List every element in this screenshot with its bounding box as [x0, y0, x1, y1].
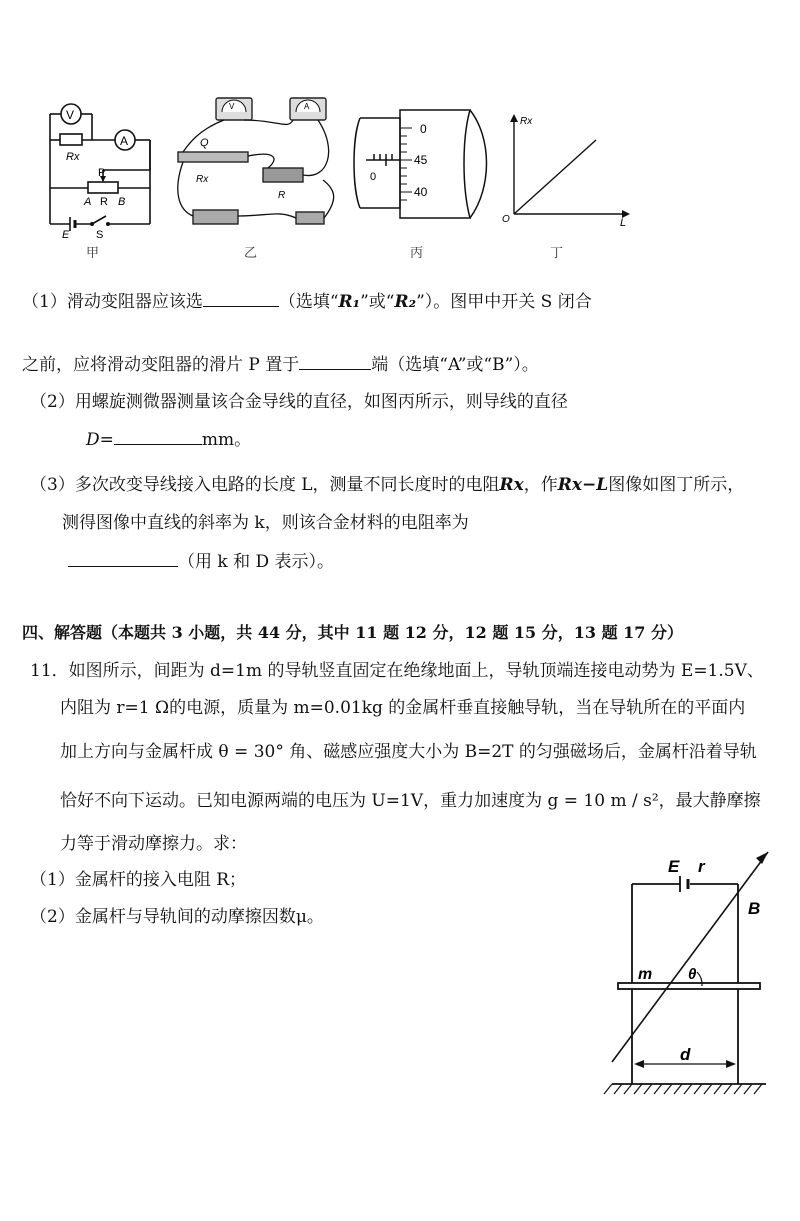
answer-blank-q2[interactable] — [114, 428, 202, 445]
q11-line3: 加上方向与金属杆成 θ = 30° 角、磁感应强度大小为 B=2T 的匀强磁场后，金属杆沿着导轨 — [60, 742, 757, 762]
resistor-rx-symbol — [60, 134, 82, 145]
answer-blank-q1a[interactable] — [203, 290, 279, 307]
option-r1: R₁ — [338, 292, 361, 312]
label-r-device: R — [278, 190, 286, 201]
label-rx: Rx — [66, 151, 80, 163]
figure-jia-circuit — [40, 98, 160, 243]
q3-hint: （用 k 和 D 表示）。 — [178, 552, 335, 572]
q2-unit: mm。 — [201, 430, 252, 450]
q1-line2 — [22, 353, 539, 376]
sleeve-label-0: 0 — [370, 171, 377, 183]
q1-hint-open: （选填“ — [278, 292, 339, 312]
option-r2: R₂ — [394, 292, 417, 312]
q3-rxl-symbol: Rx−L — [557, 475, 609, 495]
figure-ding-graph — [498, 112, 638, 227]
label-r-internal: r — [698, 857, 705, 876]
wire-board-rx — [178, 152, 248, 162]
switch-device — [296, 212, 324, 224]
origin-label: O — [502, 214, 510, 225]
data-line — [514, 140, 596, 214]
q2-line2 — [86, 428, 251, 451]
section-heading: 四、解答题（本题共 3 小题，共 44 分，其中 11 题 12 分，12 题 15 分，13 题 17 分） — [22, 623, 683, 642]
switch-symbol — [92, 216, 106, 224]
q11-line5: 力等于滑动摩擦力。求： — [60, 834, 247, 854]
q3-text-mid: ，作 — [523, 475, 558, 495]
caption-bing: 丙 — [410, 246, 424, 261]
q11-line1: 11．如图所示，间距为 d=1m 的导轨竖直固定在绝缘地面上，导轨顶端连接电动势为 E=1.5V、 — [30, 661, 764, 681]
label-p: P — [98, 167, 106, 179]
label-theta: θ — [688, 966, 697, 983]
q1-line2-text: 之前，应将滑动变阻器的滑片 P 置于 — [22, 355, 300, 375]
label-b-field: B — [748, 899, 761, 918]
q1-text: （1）滑动变阻器应该选 — [22, 292, 203, 312]
battery-holder — [193, 210, 238, 224]
label-b-end: B — [118, 196, 126, 208]
label-q: Q — [200, 137, 209, 149]
label-s: S — [96, 229, 104, 241]
q11-line4: 恰好不向下运动。已知电源两端的电压为 U=1V，重力加速度为 g = 10 m / s²，最大静摩擦 — [60, 791, 761, 811]
q1-line2-hint: 端（选填“A”或“B”）。 — [371, 355, 539, 375]
caption-ding: 丁 — [550, 246, 564, 261]
figure-q11-rails — [598, 850, 788, 1110]
figure-yi-apparatus — [168, 90, 343, 245]
label-v-device: V — [229, 102, 235, 111]
label-e: E — [62, 229, 70, 241]
label-a: A — [120, 134, 129, 148]
x-axis-label: L — [620, 217, 627, 227]
label-d: d — [680, 1045, 691, 1064]
q3-line1 — [30, 474, 744, 496]
q3-line3 — [68, 550, 334, 573]
rheostat-symbol — [88, 182, 118, 193]
y-axis-label: Rx — [520, 116, 533, 127]
label-v: V — [66, 108, 75, 122]
q1-hint-close: ”）。图甲中开关 S 闭合 — [416, 292, 592, 312]
caption-yi: 乙 — [244, 246, 258, 261]
q2-d-label: D= — [86, 430, 114, 450]
label-rx-device: Rx — [196, 174, 209, 185]
q3-text-end: 图像如图丁所示， — [608, 475, 745, 495]
figure-bing-micrometer — [352, 98, 492, 228]
thimble — [400, 110, 470, 218]
q1-line1 — [22, 290, 592, 313]
q3-line2: 测得图像中直线的斜率为 k，则该合金材料的电阻率为 — [62, 513, 469, 533]
q1-hint-sep: ”或“ — [360, 292, 395, 312]
metal-rod — [618, 983, 760, 989]
q2-line1: （2）用螺旋测微器测量该合金导线的直径，如图丙所示，则导线的直径 — [30, 392, 568, 412]
q3-rx-symbol: Rx — [499, 475, 524, 495]
q11-sub1: （1）金属杆的接入电阻 R； — [30, 870, 247, 890]
answer-blank-q1b[interactable] — [299, 353, 371, 370]
label-a-device: A — [304, 102, 310, 111]
q3-text: （3）多次改变导线接入电路的长度 L，测量不同长度时的电阻 — [30, 475, 500, 495]
label-r: R — [100, 196, 108, 208]
q11-line2: 内阻为 r=1 Ω的电源，质量为 m=0.01kg 的金属杆垂直接触导轨，当在导轨所在的平面内 — [60, 698, 746, 718]
answer-blank-q3[interactable] — [68, 550, 178, 567]
label-e-source: E — [668, 857, 680, 876]
label-a-end: A — [84, 196, 92, 208]
tick-label-45: 45 — [414, 153, 428, 167]
tick-label-40: 40 — [414, 185, 428, 199]
q11-sub2: （2）金属杆与导轨间的动摩擦因数μ。 — [30, 907, 324, 927]
rheostat-device — [263, 168, 303, 182]
caption-jia: 甲 — [86, 246, 100, 261]
label-m: m — [638, 966, 653, 983]
tick-label-0: 0 — [420, 122, 427, 136]
